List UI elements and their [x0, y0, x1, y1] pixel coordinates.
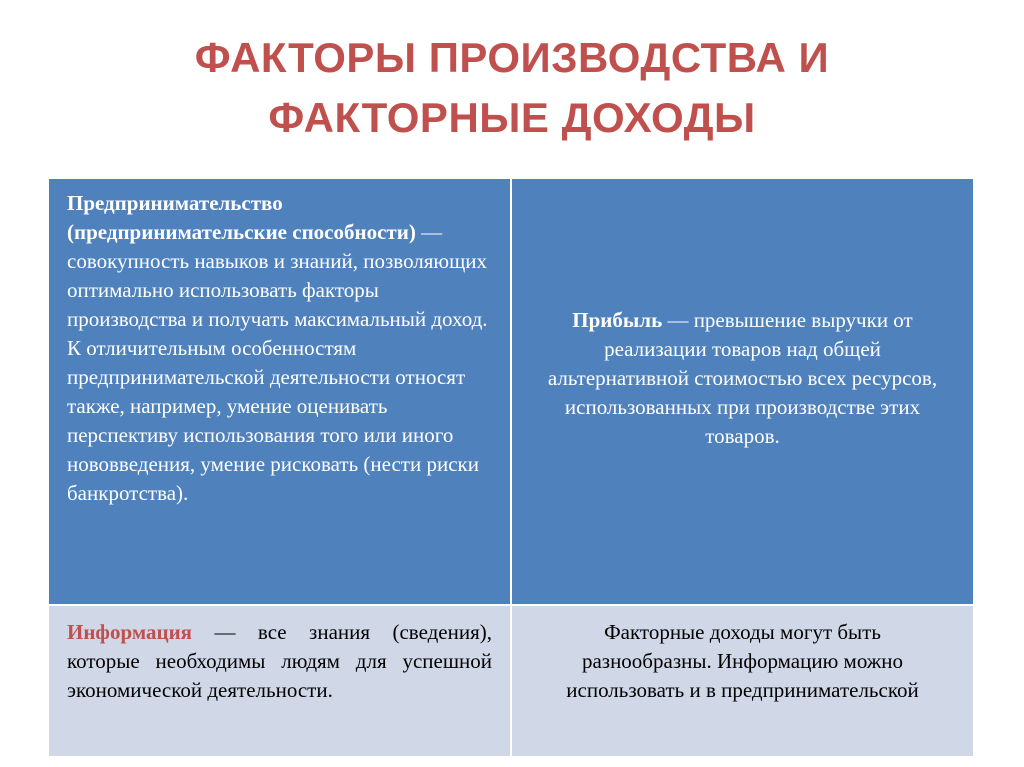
- cell-factor-incomes: [512, 606, 973, 756]
- cell-information: [49, 606, 510, 756]
- term-profit: Прибыль: [572, 308, 663, 332]
- slide-title-line-1: ФАКТОРЫ ПРОИЗВОДСТВА И: [194, 34, 830, 81]
- slide-title: [0, 28, 1024, 148]
- cell-entrepreneurship: [49, 179, 510, 604]
- definition-profit: — превышение выручки от реализации товаров над общей альтернативной стоимостью всех ресурсов, использованных при производстве этих товаров.: [547, 308, 938, 448]
- profit-content: [538, 306, 947, 451]
- factor-incomes-text: Факторные доходы могут быть разнообразны. Информацию можно использовать и в предпринимательской: [566, 620, 919, 702]
- term-information: Информация: [67, 620, 193, 644]
- slide-title-line-2: ФАКТОРНЫЕ ДОХОДЫ: [268, 94, 756, 141]
- term-entrepreneurship: Предпринимательство (предпринимательские способности): [67, 191, 416, 244]
- cell-profit: [512, 179, 973, 604]
- definition-entrepreneurship: — совокупность навыков и знаний, позволяющих оптимально использовать факторы производства и получать максимальный доход. К отличительным особенностям предпринимательской деятельности относят также, например, умение оценивать перспективу использования того или иного нововведения, умение рисковать (нести риски банкротства).: [67, 220, 488, 505]
- factors-table: [49, 179, 973, 756]
- definition-information: — все знания (сведения), которые необходимы людям для успешной экономической деятельности.: [67, 620, 492, 702]
